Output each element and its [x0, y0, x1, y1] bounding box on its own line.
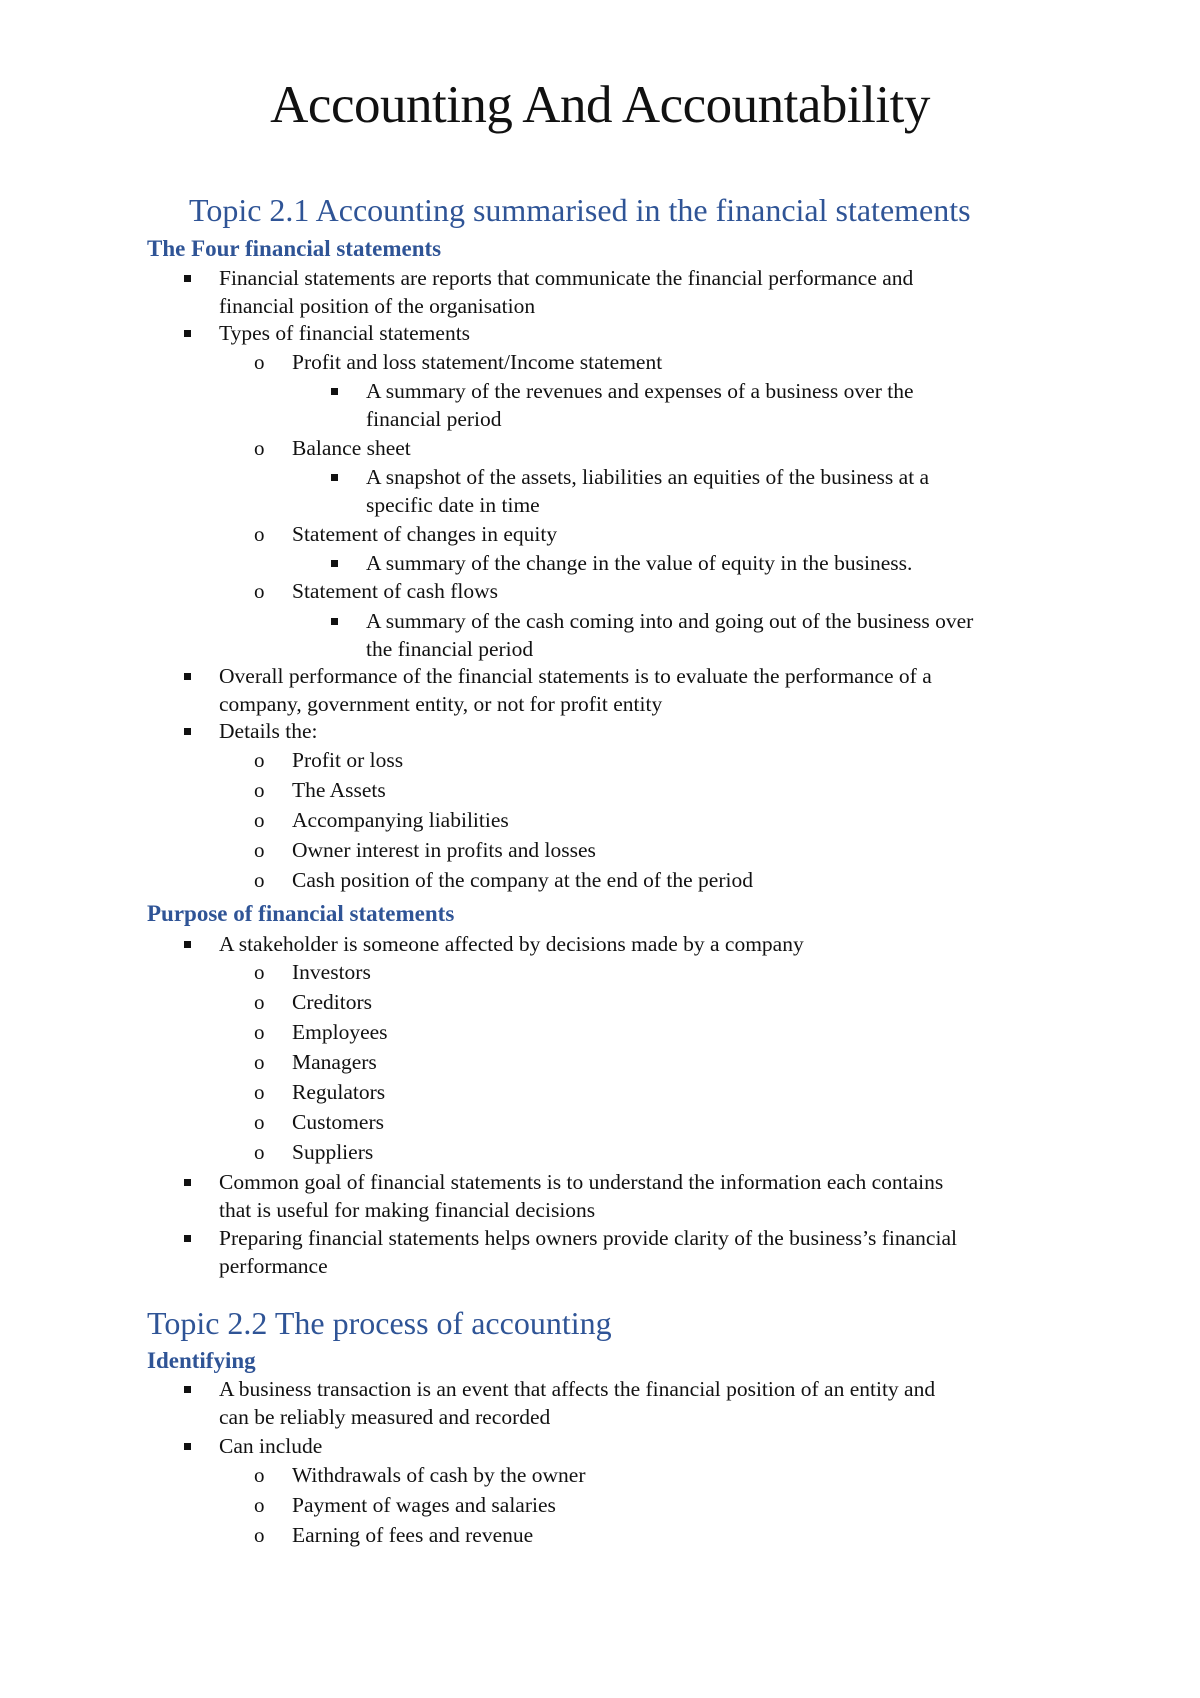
circle-bullet-icon: o [254, 1523, 265, 1547]
list-item-text: that is useful for making financial decisions [219, 1198, 596, 1222]
square-bullet-icon [184, 1179, 191, 1186]
list-item-text: Cash position of the company at the end of the period [292, 868, 753, 892]
list-item [219, 930, 804, 958]
list-item-text: Can include [219, 1434, 323, 1458]
list-item-text: Earning of fees and revenue [292, 1523, 534, 1547]
circle-bullet-icon: o [254, 579, 265, 603]
list-item-text: A business transaction is an event that affects the financial position of an entity and [219, 1377, 936, 1401]
circle-bullet-icon: o [254, 350, 265, 374]
list-item [254, 1138, 374, 1166]
list-item-text: Overall performance of the financial statements is to evaluate the performance of a [219, 664, 932, 688]
list-item [254, 746, 404, 774]
topic-2-1-heading: Topic 2.1 Accounting summarised in the financial statements [189, 192, 971, 228]
list-item [254, 1018, 388, 1046]
square-bullet-icon [184, 1443, 191, 1450]
circle-bullet-icon: o [254, 808, 265, 832]
list-item [254, 866, 753, 894]
list-item-text: Statement of changes in equity [292, 522, 558, 546]
list-item [254, 1461, 586, 1489]
list-item-text: Managers [292, 1050, 377, 1074]
list-item-text: Employees [292, 1020, 388, 1044]
list-item-text: Suppliers [292, 1140, 374, 1164]
list-item-text: Owner interest in profits and losses [292, 838, 596, 862]
circle-bullet-icon: o [254, 1110, 265, 1134]
square-bullet-icon [184, 673, 191, 680]
list-item-text: financial position of the organisation [219, 294, 536, 318]
circle-bullet-icon: o [254, 960, 265, 984]
purpose-heading: Purpose of financial statements [147, 901, 455, 926]
list-item [366, 463, 929, 519]
list-item-text: Balance sheet [292, 436, 411, 460]
list-item-text: Statement of cash flows [292, 579, 498, 603]
identifying-heading: Identifying [147, 1348, 256, 1373]
square-bullet-icon [184, 941, 191, 948]
list-item-text: Customers [292, 1110, 384, 1134]
list-item-text: the financial period [366, 637, 534, 661]
list-item [219, 319, 470, 347]
list-item [219, 1224, 957, 1280]
list-item-text: company, government entity, or not for profit entity [219, 692, 663, 716]
list-item [254, 806, 509, 834]
square-bullet-icon [184, 1386, 191, 1393]
circle-bullet-icon: o [254, 1140, 265, 1164]
list-item-text: A summary of the cash coming into and going out of the business over [366, 609, 974, 633]
list-item [366, 549, 912, 577]
list-item-text: can be reliably measured and recorded [219, 1405, 551, 1429]
list-item [219, 1375, 935, 1431]
list-item [366, 377, 914, 433]
circle-bullet-icon: o [254, 778, 265, 802]
list-item-text: specific date in time [366, 493, 540, 517]
list-item-text: Profit or loss [292, 748, 404, 772]
list-item [219, 264, 913, 320]
circle-bullet-icon: o [254, 838, 265, 862]
circle-bullet-icon: o [254, 522, 265, 546]
list-item [254, 1048, 377, 1076]
circle-bullet-icon: o [254, 1463, 265, 1487]
four-statements-heading: The Four financial statements [147, 236, 442, 261]
circle-bullet-icon: o [254, 1020, 265, 1044]
circle-bullet-icon: o [254, 1050, 265, 1074]
list-item-text: A summary of the revenues and expenses of a business over the [366, 379, 914, 403]
square-bullet-icon [331, 560, 338, 567]
list-item-text: Creditors [292, 990, 373, 1014]
list-item [219, 1168, 943, 1224]
square-bullet-icon [331, 388, 338, 395]
list-item [254, 348, 663, 376]
list-item-text: Withdrawals of cash by the owner [292, 1463, 586, 1487]
list-item-text: Types of financial statements [219, 321, 471, 345]
circle-bullet-icon: o [254, 1080, 265, 1104]
topic-2-2-heading: Topic 2.2 The process of accounting [147, 1305, 612, 1341]
square-bullet-icon [331, 618, 338, 625]
list-item-text: Regulators [292, 1080, 386, 1104]
list-item [254, 520, 558, 548]
circle-bullet-icon: o [254, 990, 265, 1014]
circle-bullet-icon: o [254, 1493, 265, 1517]
list-item [254, 1108, 384, 1136]
list-item-text: Accompanying liabilities [292, 808, 509, 832]
list-item-text: Payment of wages and salaries [292, 1493, 556, 1517]
circle-bullet-icon: o [254, 436, 265, 460]
list-item-text: A snapshot of the assets, liabilities an equities of the business at a [366, 465, 930, 489]
list-item [254, 836, 596, 864]
list-item [219, 1432, 322, 1460]
list-item [219, 717, 318, 745]
list-item [366, 607, 973, 663]
square-bullet-icon [184, 330, 191, 337]
list-item [254, 958, 371, 986]
list-item-text: financial period [366, 407, 502, 431]
list-item-text: Preparing financial statements helps owners provide clarity of the business’s financial [219, 1226, 957, 1250]
list-item [254, 776, 386, 804]
document-title: Accounting And Accountability [270, 76, 930, 134]
square-bullet-icon [184, 275, 191, 282]
square-bullet-icon [331, 474, 338, 481]
list-item-text: The Assets [292, 778, 386, 802]
list-item-text: Details the: [219, 719, 318, 743]
list-item [254, 1078, 386, 1106]
list-item-text: A stakeholder is someone affected by decisions made by a company [219, 932, 804, 956]
list-item [254, 1521, 534, 1549]
list-item [254, 988, 373, 1016]
list-item [219, 662, 932, 718]
circle-bullet-icon: o [254, 868, 265, 892]
list-item-text: performance [219, 1254, 328, 1278]
list-item-text: Financial statements are reports that communicate the financial performance and [219, 266, 914, 290]
square-bullet-icon [184, 1235, 191, 1242]
list-item [254, 577, 498, 605]
list-item [254, 1491, 556, 1519]
list-item-text: Profit and loss statement/Income statement [292, 350, 663, 374]
list-item-text: A summary of the change in the value of equity in the business. [366, 551, 913, 575]
list-item-text: Investors [292, 960, 371, 984]
square-bullet-icon [184, 728, 191, 735]
list-item [254, 434, 411, 462]
circle-bullet-icon: o [254, 748, 265, 772]
list-item-text: Common goal of financial statements is to understand the information each contains [219, 1170, 944, 1194]
